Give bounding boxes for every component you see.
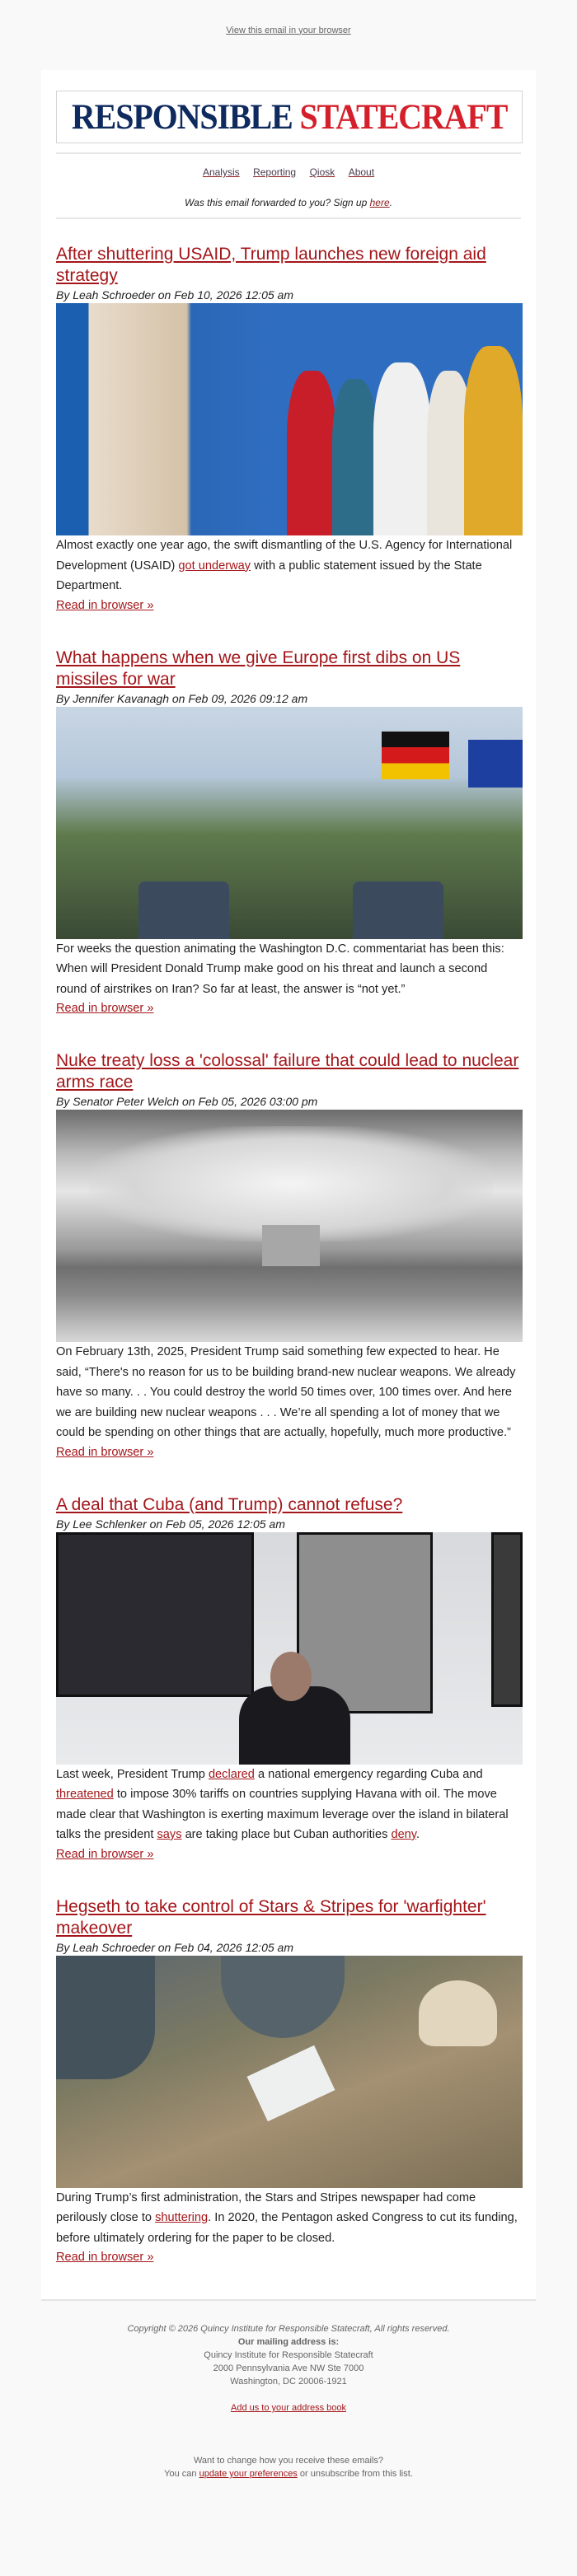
article-byline: By Jennifer Kavanagh on Feb 09, 2026 09:12 am — [56, 691, 308, 705]
inline-link-says[interactable]: says — [157, 1828, 182, 1841]
podium-right — [353, 881, 443, 939]
copyright: Copyright © 2026 Quincy Institute for Responsible Statecraft, All rights reserved. — [127, 2324, 450, 2334]
article-excerpt: On February 13th, 2025, President Trump said something few expected to hear. He said, “There's no reason for us to be building brand-new nuclear weapons. We already have so many. . . You could destroy the world 50 times over, 100 times over. And here we are building new nuclear weapons . . . We’re all spending a lot of money that we could be spending on other things that are actually, hopefully, much more productive.” — [56, 1345, 516, 1439]
article-byline: By Leah Schroeder on Feb 10, 2026 12:05 am — [56, 288, 293, 302]
inline-link-deny[interactable]: deny — [391, 1828, 417, 1841]
nav-reporting[interactable]: Reporting — [253, 166, 297, 178]
vehicle-tire — [56, 1956, 155, 2079]
article-image[interactable] — [56, 1110, 523, 1342]
article-image[interactable] — [56, 303, 523, 535]
inline-link-declared[interactable]: declared — [208, 1767, 255, 1781]
framed-portrait — [56, 1532, 254, 1697]
podium-left — [138, 881, 229, 939]
article-excerpt: For weeks the question animating the Washington D.C. commentariat has been this: When will President Donald Trump make good on his threat and launch a second round of airstrikes on Iran? So far at least, the answer is “not yet.” — [56, 942, 504, 996]
logo[interactable] — [56, 91, 523, 143]
mushroom-cloud — [89, 1126, 493, 1241]
article-image[interactable] — [56, 1532, 523, 1765]
nav-analysis[interactable]: Analysis — [202, 166, 240, 178]
address-line: Washington, DC 20006-1921 — [230, 2377, 347, 2387]
preheader — [0, 0, 577, 70]
article-byline: By Lee Schlenker on Feb 05, 2026 12:05 am — [56, 1517, 285, 1531]
preferences-note: Want to change how you receive these emails? You can update your preferences or unsubscribe from this list. — [164, 2456, 413, 2479]
article-title-link[interactable]: After shuttering USAID, Trump launches new foreign aid strategy — [56, 245, 486, 285]
seated-man-head — [270, 1652, 312, 1701]
address-line: Quincy Institute for Responsible Statecraft — [204, 2350, 373, 2360]
article-excerpt: Last week, President Trump declared a national emergency regarding Cuba and threatened to impose 30% tariffs on countries supplying Havana with oil. The move made clear that Washington is exerting maximum leverage over the island in bilateral talks the president says are taking place but Cuban authorities deny. — [56, 1767, 509, 1841]
add-to-address-book-link[interactable]: Add us to your address book — [230, 2403, 347, 2413]
nav-qiosk[interactable]: Qiosk — [309, 166, 335, 178]
email-card — [41, 70, 536, 2301]
article — [56, 1896, 521, 2267]
article-excerpt: Almost exactly one year ago, the swift dismantling of the U.S. Agency for International Development (USAID) got underway with a public statement issued by the State Department. — [56, 539, 513, 592]
article-image[interactable] — [56, 707, 523, 939]
nav-about[interactable]: About — [348, 166, 375, 178]
address-line: 2000 Pennsylvania Ave NW Ste 7000 — [213, 2363, 364, 2373]
article — [56, 648, 521, 1018]
read-in-browser-link[interactable]: Read in browser » — [56, 598, 154, 612]
divider — [56, 217, 521, 219]
article-title-link[interactable]: Hegseth to take control of Stars & Stripes for 'warfighter' makeover — [56, 1896, 486, 1938]
article — [56, 244, 521, 615]
footer — [0, 2301, 577, 2513]
inline-link-shuttering[interactable]: shuttering — [155, 2211, 209, 2224]
image-figure — [464, 346, 523, 535]
newspaper — [247, 2045, 335, 2120]
logo-text-responsible: RESPONSIBLE — [71, 97, 293, 137]
article-excerpt: During Trump’s first administration, the Stars and Stripes newspaper had come perilously close to shuttering. In 2020, the Pentagon asked Congress to cut its funding, before ultimately ordering for the paper to be closed. — [56, 2190, 518, 2245]
article — [56, 1494, 521, 1863]
mailing-address-title: Our mailing address is: — [237, 2337, 340, 2347]
article-title-link[interactable]: Nuke treaty loss a 'colossal' failure that could lead to nuclear arms race — [56, 1051, 519, 1092]
forward-signup-note: Was this email forwarded to you? Sign up here. — [185, 197, 392, 208]
german-flag — [382, 732, 449, 779]
read-in-browser-link[interactable]: Read in browser » — [56, 1002, 154, 1015]
read-in-browser-link[interactable]: Read in browser » — [56, 1445, 154, 1459]
image-figure — [332, 379, 378, 535]
article-title-link[interactable]: A deal that Cuba (and Trump) cannot refuse? — [56, 1494, 403, 1514]
read-in-browser-link[interactable]: Read in browser » — [56, 2251, 154, 2264]
framed-portrait — [491, 1532, 523, 1707]
logo-text-statecraft: STATECRAFT — [299, 97, 508, 137]
view-in-browser-link[interactable]: View this email in your browser — [226, 25, 351, 35]
read-in-browser-link[interactable]: Read in browser » — [56, 1847, 154, 1861]
signup-here-link[interactable]: here — [369, 197, 390, 208]
eu-flag — [468, 740, 523, 788]
image-figure — [287, 371, 336, 535]
inline-link-threatened[interactable]: threatened — [56, 1788, 114, 1801]
inline-link-got-underway[interactable]: got underway — [178, 559, 251, 573]
cloud-stem — [262, 1225, 320, 1266]
helmet — [419, 1980, 497, 2046]
vehicle-tire — [221, 1956, 345, 2038]
article-title-link[interactable]: What happens when we give Europe first dibs on US missiles for war — [56, 648, 461, 689]
article-byline: By Leah Schroeder on Feb 04, 2026 12:05 am — [56, 1940, 293, 1954]
article-image[interactable] — [56, 1956, 523, 2188]
top-nav — [56, 154, 521, 190]
update-preferences-link[interactable]: update your preferences — [199, 2469, 298, 2479]
article-byline: By Senator Peter Welch on Feb 05, 2026 03:00 pm — [56, 1095, 318, 1108]
image-figure — [373, 362, 431, 535]
article — [56, 1050, 521, 1461]
